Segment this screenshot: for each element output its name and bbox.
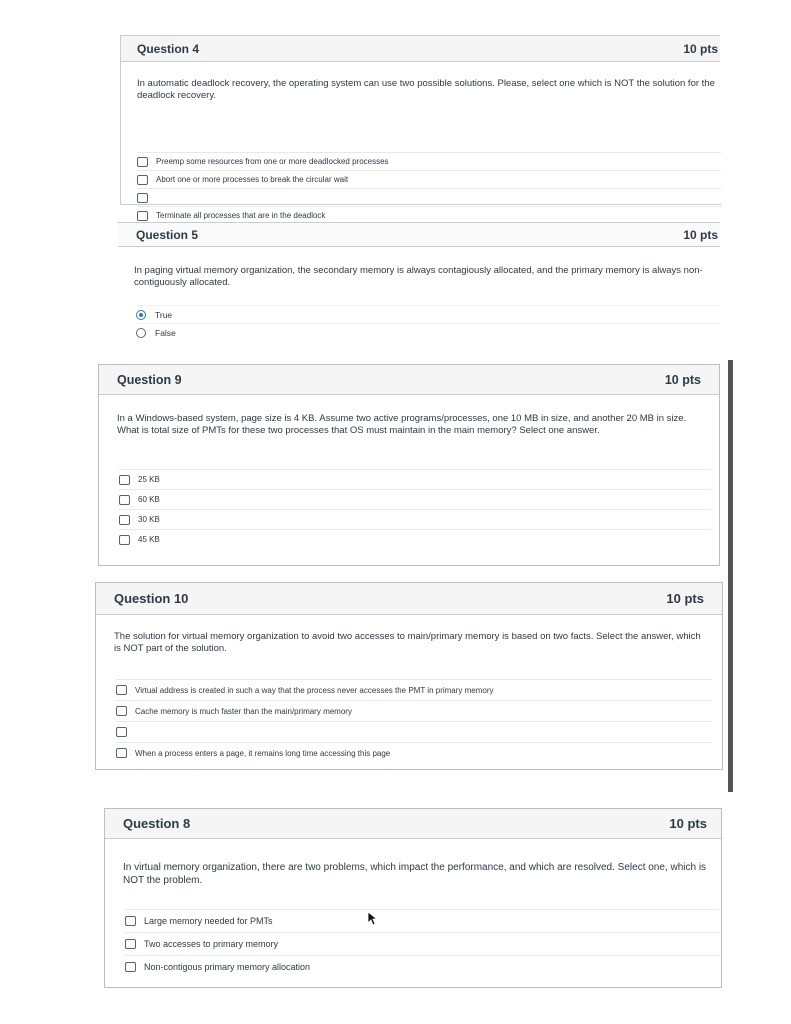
- question-title: Question 10: [114, 591, 189, 606]
- option-label: Non-contigous primary memory allocation: [144, 962, 311, 972]
- question-prompt: In paging virtual memory organization, the secondary memory is always contagiously allocated, and the primary memory is always non-contiguously allocated.: [134, 265, 703, 288]
- answer-option[interactable]: [137, 152, 721, 170]
- checkbox[interactable]: [119, 495, 130, 505]
- answer-option[interactable]: [119, 509, 711, 529]
- checkbox[interactable]: [116, 706, 127, 716]
- answer-option[interactable]: [116, 721, 712, 742]
- checkbox[interactable]: [137, 157, 148, 167]
- answer-options: [119, 469, 711, 549]
- checkbox[interactable]: [125, 939, 136, 949]
- question-prompt: In virtual memory organization, there are two problems, which impact the performance, and which are resolved. Select one, which is NOT the problem.: [123, 862, 707, 886]
- answer-option[interactable]: [125, 955, 719, 978]
- checkbox[interactable]: [116, 685, 127, 695]
- question-points: 10 pts: [683, 41, 718, 56]
- option-label: 60 KB: [138, 495, 160, 504]
- option-label: True: [155, 309, 173, 320]
- answer-option[interactable]: [119, 529, 711, 549]
- answer-option-false[interactable]: [136, 323, 720, 341]
- answer-option[interactable]: [119, 469, 711, 489]
- question-4-card: [120, 35, 720, 220]
- option-label: Virtual address is created in such a way that the process never accesses the PMT in primary memory: [135, 685, 494, 695]
- question-points: 10 pts: [683, 227, 718, 242]
- question-header: [96, 583, 722, 615]
- checkbox[interactable]: [137, 211, 148, 221]
- radio-button-selected[interactable]: [136, 310, 146, 320]
- question-prompt: In a Windows-based system, page size is 4 KB. Assume two active programs/processes, one 10 MB in size, and another 20 MB in size. What is total size of PMTs for these two processes that OS must maintain in the main memory? Select one answer.: [117, 413, 687, 437]
- answer-option[interactable]: [137, 170, 721, 188]
- answer-options: [137, 152, 721, 224]
- answer-options: [136, 305, 720, 341]
- question-10-card: [95, 582, 723, 770]
- option-label: Preemp some resources from one or more deadlocked processes: [156, 157, 389, 166]
- question-header: [118, 223, 720, 247]
- checkbox[interactable]: [116, 727, 127, 737]
- answer-options: [116, 679, 712, 763]
- checkbox[interactable]: [116, 748, 127, 758]
- answer-option[interactable]: [119, 489, 711, 509]
- option-label: 45 KB: [138, 535, 160, 544]
- answer-options: [125, 909, 719, 978]
- question-8-card: [104, 808, 722, 988]
- checkbox[interactable]: [125, 916, 136, 926]
- question-title: Question 5: [136, 227, 199, 242]
- question-points: 10 pts: [664, 372, 701, 387]
- option-label: 30 KB: [138, 515, 160, 524]
- checkbox[interactable]: [119, 515, 130, 525]
- checkbox[interactable]: [119, 475, 130, 485]
- question-9-card: [98, 364, 720, 566]
- answer-option[interactable]: [125, 909, 719, 932]
- answer-option[interactable]: [125, 932, 719, 955]
- checkbox[interactable]: [119, 535, 130, 545]
- option-label: Abort one or more processes to break the circular wait: [156, 175, 349, 184]
- question-title: Question 9: [117, 372, 182, 387]
- question-prompt: The solution for virtual memory organization to avoid two accesses to main/primary memory is based on two facts. Select the answer, which is NOT part of the solution.: [114, 631, 701, 655]
- checkbox[interactable]: [125, 962, 136, 972]
- option-label: 25 KB: [138, 475, 160, 484]
- answer-option[interactable]: [116, 700, 712, 721]
- answer-option-true[interactable]: [136, 305, 720, 323]
- question-5-card: [118, 222, 720, 342]
- divider: [121, 204, 721, 205]
- radio-button[interactable]: [136, 328, 146, 338]
- question-title: Question 8: [123, 816, 191, 831]
- answer-option[interactable]: [116, 742, 712, 763]
- question-header: [105, 809, 721, 839]
- question-prompt: In automatic deadlock recovery, the operating system can use two possible solutions. Please, select one which is NOT the solution for the deadlock recovery.: [137, 78, 715, 101]
- option-label: False: [155, 327, 176, 338]
- scrollbar[interactable]: [728, 360, 733, 792]
- option-label: Two accesses to primary memory: [144, 939, 279, 949]
- question-points: 10 pts: [666, 591, 704, 606]
- question-points: 10 pts: [669, 816, 707, 831]
- option-label: Large memory needed for PMTs: [144, 916, 273, 926]
- option-label: When a process enters a page, it remains long time accessing this page: [135, 748, 391, 758]
- question-title: Question 4: [137, 41, 200, 56]
- question-header: [99, 365, 719, 395]
- option-label: Cache memory is much faster than the main/primary memory: [135, 706, 352, 716]
- option-label: Terminate all processes that are in the deadlock: [156, 211, 326, 220]
- checkbox[interactable]: [137, 193, 148, 203]
- answer-option[interactable]: [116, 679, 712, 700]
- checkbox[interactable]: [137, 175, 148, 185]
- question-header: [121, 36, 720, 62]
